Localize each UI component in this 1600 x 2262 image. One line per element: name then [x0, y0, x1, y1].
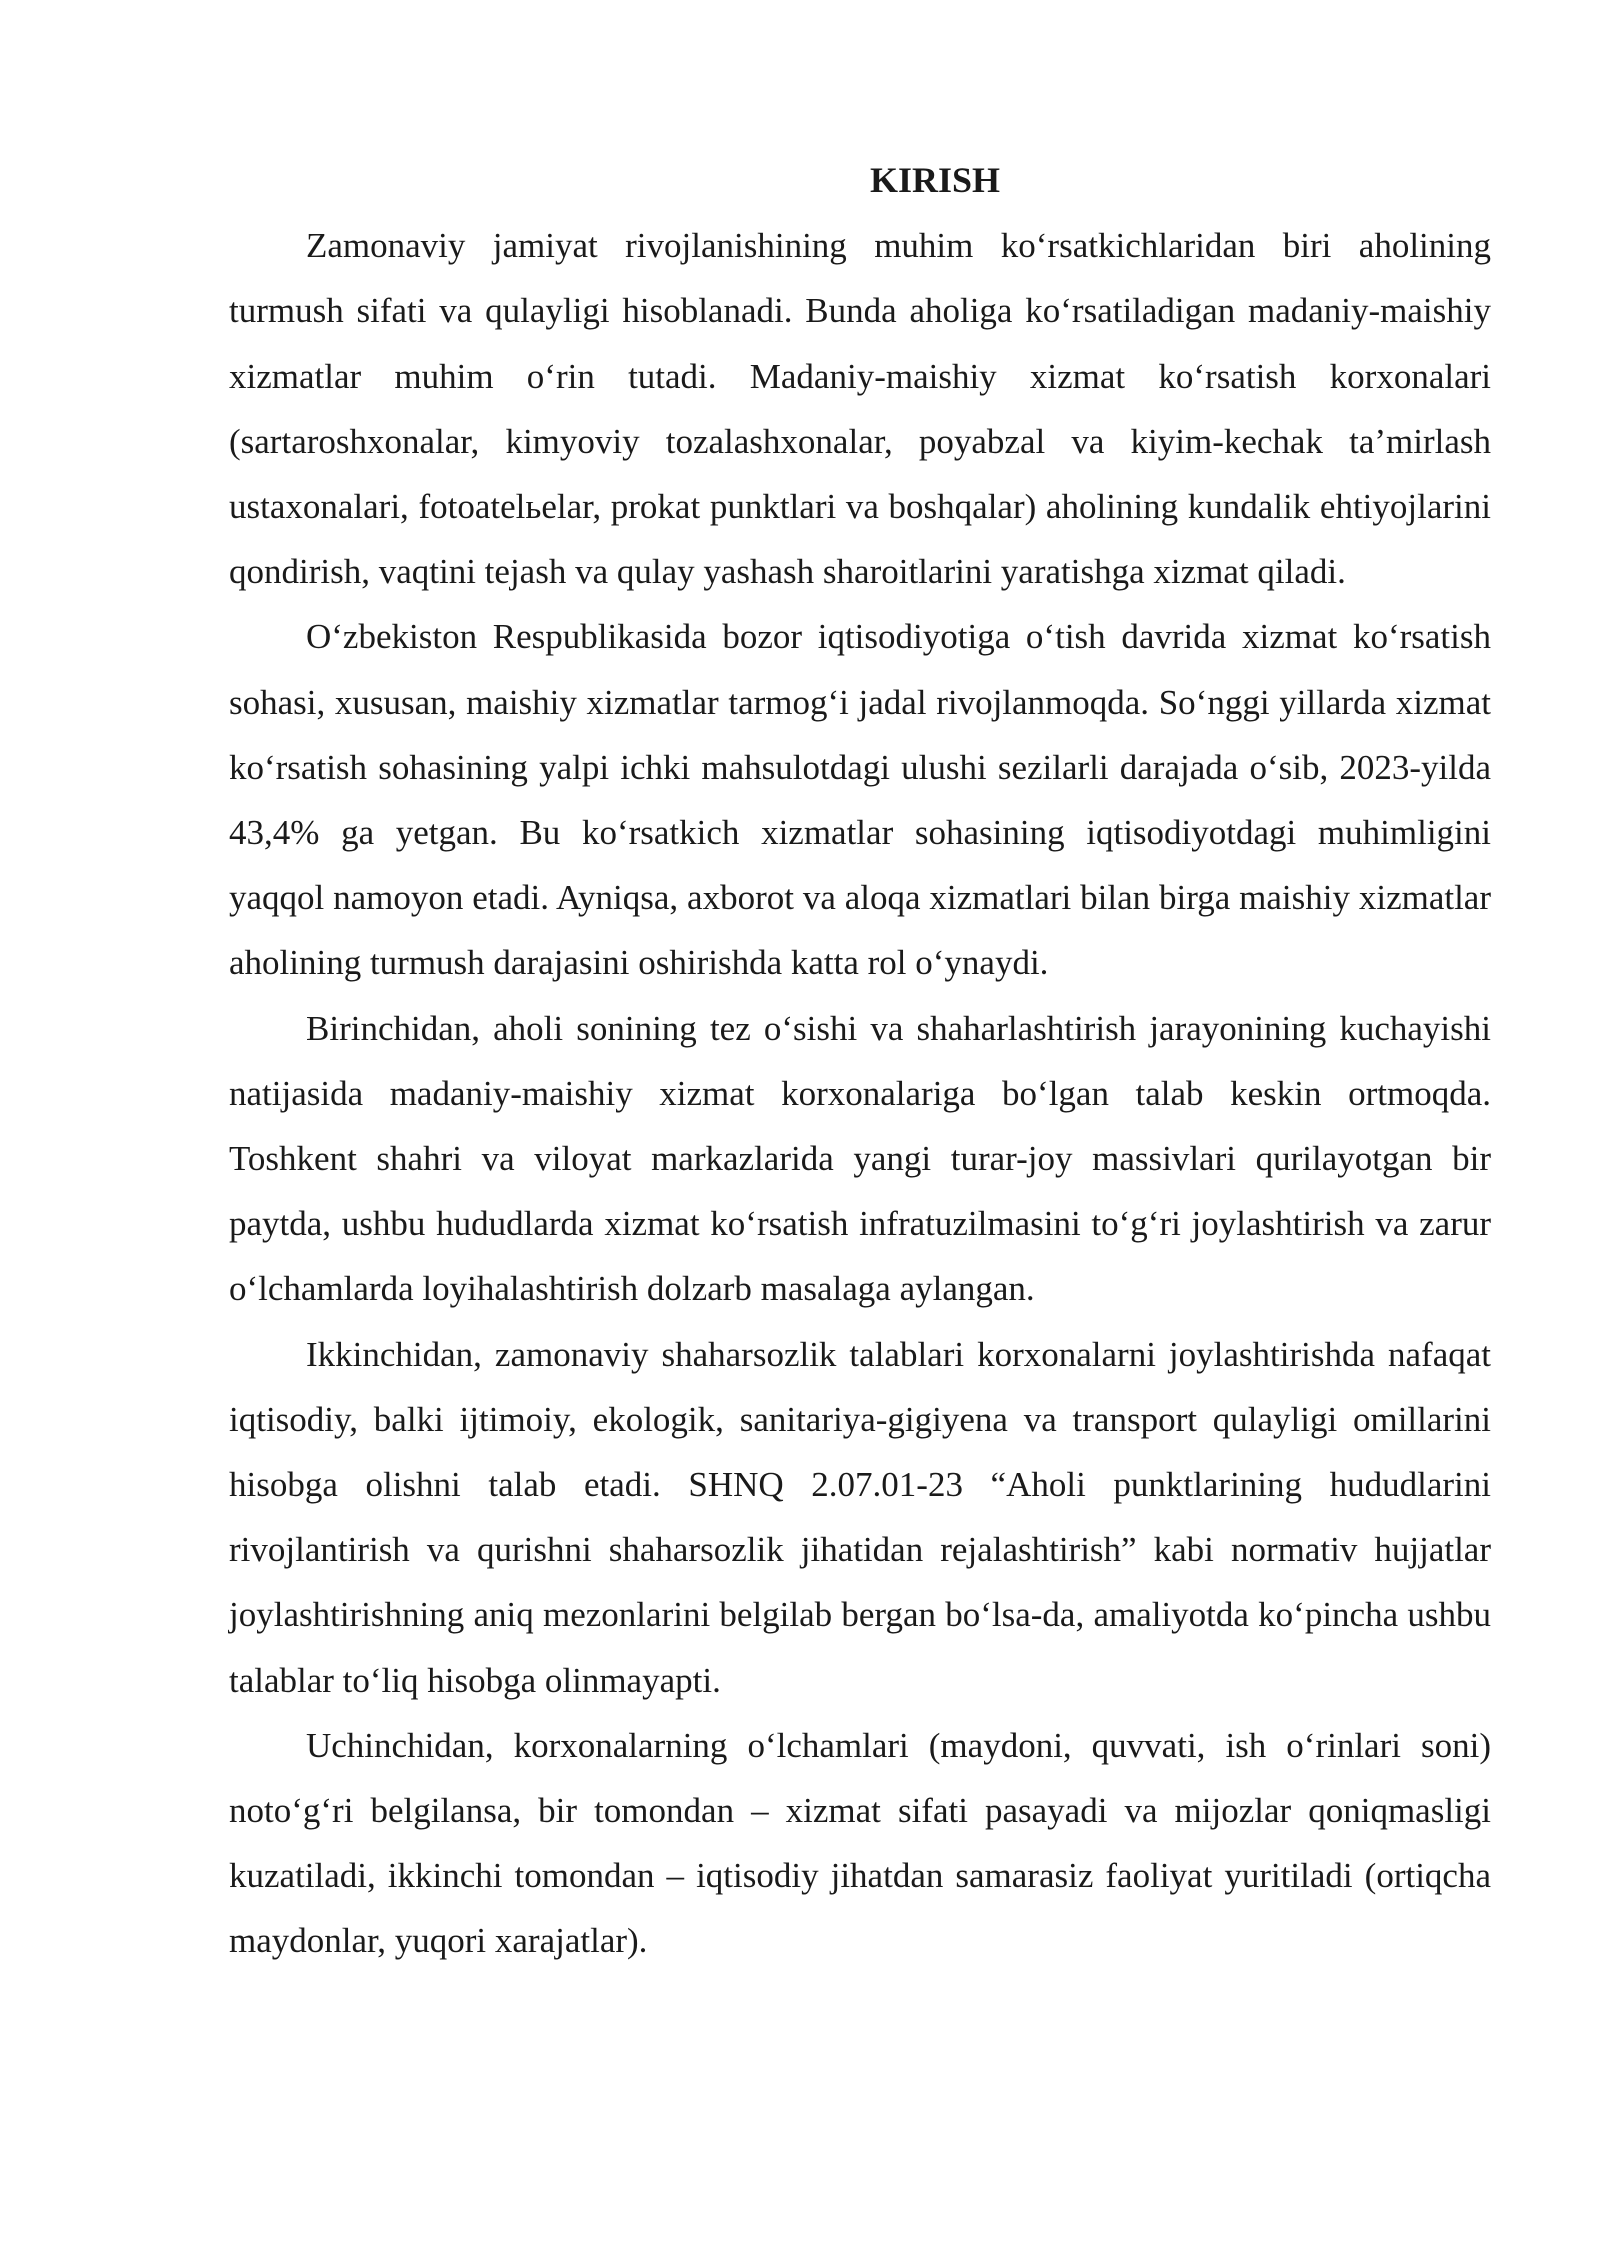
paragraph-first-reason: Birinchidan, aholi sonining tez o‘sishi va shaharlashtirish jarayonining kuchayishi natijasida madaniy-maishiy xizmat korxonalariga bo‘lgan talab keskin ortmoqda. Toshkent shahri va viloyat markazlarida yangi turar-joy massivlari qurilayotgan bir paytda, ushbu hududlarda xizmat ko‘rsatish infratuzilmasini to‘g‘ri joylashtirish va zarur o‘lchamlarda loyihalashtirish dolzarb masalaga aylangan.	[229, 1008, 1491, 1309]
document-body	[229, 148, 1491, 1974]
paragraph-uzbekistan: O‘zbekiston Respublikasida bozor iqtisodiyotiga o‘tish davrida xizmat ko‘rsatish sohasi, xususan, maishiy xizmatlar tarmog‘i jadal rivojlanmoqda. So‘nggi yillarda xizmat ko‘rsatish sohasining yalpi ichki mahsulotdagi ulushi sezilarli darajada o‘sib, 2023-yilda 43,4% ga yetgan. Bu ko‘rsatkich xizmatlar sohasining iqtisodiyotdagi muhimligini yaqqol namoyon etadi. Ayniqsa, axborot va aloqa xizmatlari bilan birga maishiy xizmatlar aholining turmush darajasini oshirishda katta rol o‘ynaydi.	[229, 617, 1491, 983]
paragraph-second-reason: Ikkinchidan, zamonaviy shaharsozlik talablari korxonalarni joylashtirishda nafaqat iqtisodiy, balki ijtimoiy, ekologik, sanitariya-gigiyena va transport qulayligi omillarini hisobga olishni talab etadi. SHNQ 2.07.01-23 “Aholi punktlarining hududlarini rivojlantirish va qurishni shaharsozlik jihatidan rejalashtirish” kabi normativ hujjatlar joylashtirishning aniq mezonlarini belgilab bergan bo‘lsa-da, amaliyotda ko‘pincha ushbu talablar to‘liq hisobga olinmayapti.	[229, 1334, 1491, 1700]
paragraph-intro: Zamonaviy jamiyat rivojlanishining muhim ko‘rsatkichlaridan biri aholining turmush sifati va qulayligi hisoblanadi. Bunda aholiga ko‘rsatiladigan madaniy-maishiy xizmatlar muhim o‘rin tutadi. Madaniy-maishiy xizmat ko‘rsatish korxonalari (sartaroshxonalar, kimyoviy tozalashxonalar, poyabzal va kiyim-kechak ta’mirlash ustaxonalari, fotoatelьelar, prokat punktlari va boshqalar) aholining kundalik ehtiyojlarini qondirish, vaqtini tejash va qulay yashash sharoitlarini yaratishga xizmat qiladi.	[229, 226, 1491, 592]
paragraph-third-reason: Uchinchidan, korxonalarning o‘lchamlari (maydoni, quvvati, ish o‘rinlari soni) noto‘g‘ri belgilansa, bir tomondan – xizmat sifati pasayadi va mijozlar qoniqmasligi kuzatiladi, ikkinchi tomondan – iqtisodiy jihatdan samarasiz faoliyat yuritiladi (ortiqcha maydonlar, yuqori xarajatlar).	[229, 1725, 1491, 1961]
section-heading: KIRISH	[869, 160, 1001, 200]
